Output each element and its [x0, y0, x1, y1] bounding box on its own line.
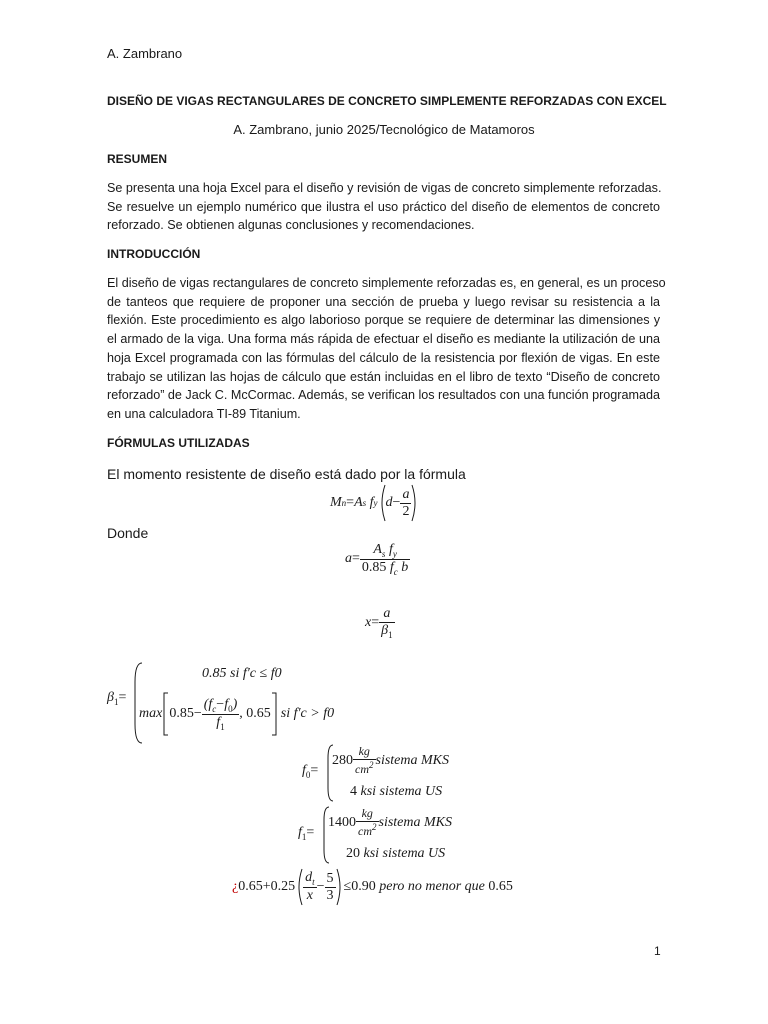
phi-prefix: ¿: [232, 879, 239, 894]
text-line: El diseño de vigas rectangulares de concreto simplemente reforzadas es, en general, es un proceso: [107, 276, 666, 290]
equation-beta1: $\beta_1=$ 0.85 si f′c ≤ f0 max 0.85− $\frac{(f_c-f_0)}{f_1}$ , 0.65 si f′c > f0: [107, 660, 407, 744]
f0-unit-mks: sistema MKS: [375, 752, 449, 768]
heading-formulas: FÓRMULAS UTILIZADAS: [107, 436, 250, 450]
equation-f0: $f_0=$ 280 $\frac{kg}{cm^2}$ sistema MKS 4 ksi sistema US: [302, 744, 502, 804]
text-line: reforzado” de Jack C. McCormac. Además, se verifican los resultados con una función programada: [107, 388, 660, 403]
text-line: de tanteos que requiere de proponer una sección de prueba y luego revisar su resistencia a la: [107, 294, 660, 309]
bracket-left-icon: [162, 692, 169, 736]
phi-expr-right: ≤0.90: [343, 879, 376, 894]
const-085: 0.85−: [169, 706, 202, 721]
paren-right-icon: [336, 868, 344, 906]
heading-resumen: RESUMEN: [107, 152, 168, 166]
formula-intro-text: El momento resistente de diseño está dado por la fórmula: [107, 466, 466, 482]
equation-phi: ¿ 0.65+0.25 $\frac{d_t}{x}$ − $\frac{5}{3}$ ≤0.90 pero no menor que 0.65: [232, 868, 513, 906]
text-line: flexión. Este procedimiento es algo laborioso porque se requiere de determinar las dimensiones y: [107, 313, 660, 328]
f1-value-us: 20: [346, 846, 360, 861]
page-number: 1: [654, 944, 661, 958]
const-065: , 0.65: [239, 706, 271, 721]
f1-unit-mks: sistema MKS: [378, 814, 452, 830]
phi-min: 0.65: [488, 879, 513, 894]
max-label: max: [139, 706, 163, 721]
beta1-case2-condition: si f′c > f0: [280, 706, 335, 721]
equation-f1: $f_1=$ 1400 $\frac{kg}{cm^2}$ sistema MKS 20 ksi sistema US: [298, 806, 508, 866]
bracket-right-icon: [271, 692, 278, 736]
heading-introduccion: INTRODUCCIÓN: [107, 247, 201, 261]
paragraph-introduccion: [107, 274, 666, 424]
text-line: el armado de la viga. Una forma más rápida de efectuar el diseño es mediante la utilización de una: [107, 332, 660, 347]
donde-label: Donde: [107, 525, 149, 541]
paren-right-icon: [411, 484, 419, 522]
equation-a: a = $\frac{A_s f_y}{0.85 f_c b}$: [345, 542, 409, 577]
running-header-author: A. Zambrano: [107, 46, 183, 61]
f0-unit-us: ksi sistema US: [360, 784, 443, 799]
f0-value-us: 4: [350, 784, 357, 799]
beta1-case1: 0.85 si f′c ≤ f0: [202, 666, 282, 681]
f1-unit-us: ksi sistema US: [363, 846, 446, 861]
f1-value-mks: 1400: [328, 814, 356, 830]
paragraph-resumen: [107, 179, 660, 235]
text-line: reforzado. Se obtienen algunas conclusiones y recomendaciones.: [107, 218, 475, 233]
text-line: en una calculadora TI-89 Titanium.: [107, 406, 301, 421]
text-line: Se resuelve un ejemplo numérico que ilustra el uso práctico del diseño de elementos de concreto: [107, 199, 660, 214]
document-byline: A. Zambrano, junio 2025/Tecnológico de Matamoros: [233, 122, 535, 137]
equation-x: x = $\frac{a}{\beta_1}$: [365, 606, 393, 640]
paren-left-icon: [378, 484, 386, 522]
paren-left-icon: [295, 868, 303, 906]
f0-value-mks: 280: [332, 752, 353, 768]
text-line: trabajo se utilizan las hojas de cálculo que están incluidas en el libro de texto “Diseño de concreto: [107, 369, 660, 384]
text-line: Se presenta una hoja Excel para el diseño y revisión de vigas de concreto simplemente reforzadas.: [107, 181, 662, 195]
text-line: hoja Excel programada con las fórmulas del cálculo de la resistencia por flexión de vigas. En este: [107, 350, 660, 365]
phi-expr-left: 0.65+0.25: [238, 879, 296, 894]
phi-tail: pero no menor que: [379, 879, 485, 894]
document-title: DISEÑO DE VIGAS RECTANGULARES DE CONCRETO SIMPLEMENTE REFORZADAS CON EXCEL: [107, 94, 667, 108]
equation-moment: M n = A s f y d − $\frac{a}{2}$: [330, 484, 419, 522]
